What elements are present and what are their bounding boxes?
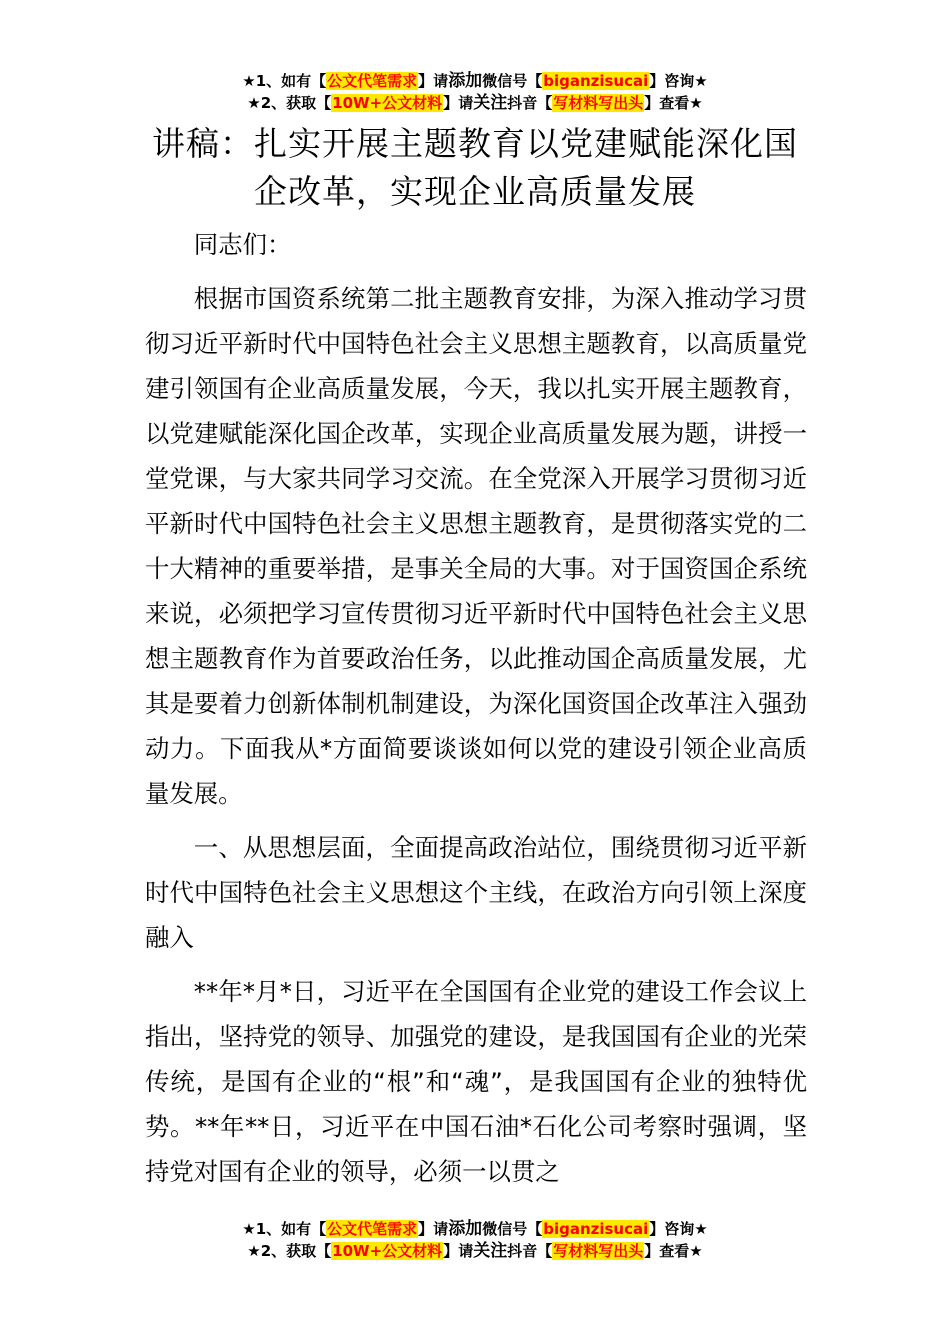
banner-keyword: 关注 bbox=[473, 93, 508, 113]
salutation: 同志们： bbox=[193, 230, 292, 259]
banner-line-1 bbox=[0, 1218, 950, 1240]
banner-highlight: 10W+公文材料 bbox=[332, 1242, 443, 1260]
document-title: 讲稿：扎实开展主题教育以党建赋能深化国企改革，实现企业高质量发展 bbox=[152, 124, 798, 211]
banner-text: ★1、如有【 bbox=[242, 1220, 327, 1238]
document-body bbox=[145, 222, 807, 1203]
banner-text: 】咨询★ bbox=[649, 72, 708, 90]
banner-keyword: 关注 bbox=[473, 1241, 508, 1261]
banner-keyword: 添加 bbox=[448, 71, 483, 91]
banner-text: 】查看★ bbox=[644, 94, 703, 112]
banner-highlight: 10W+公文材料 bbox=[332, 94, 443, 112]
banner-keyword: 添加 bbox=[448, 1219, 483, 1239]
banner-line-1 bbox=[0, 70, 950, 92]
banner-text: 抖音【 bbox=[507, 1242, 553, 1260]
banner-text: 】查看★ bbox=[644, 1242, 703, 1260]
banner-text: ★1、如有【 bbox=[242, 72, 327, 90]
banner-text: ★2、获取【 bbox=[247, 1242, 332, 1260]
banner-highlight-wechat-id: biganzisucai bbox=[543, 72, 649, 90]
paragraph-section-1: **年*月*日，习近平在全国国有企业党的建设工作会议上指出，坚持党的领导、加强党的建设，是我国国有企业的光荣传统，是国有企业的“根”和“魂”，是我国国有企业的独特优势。**年**日，习近平在中国石油*石化公司考察时强调，坚持党对国有企业的领导，必须一以贯之 bbox=[145, 977, 807, 1186]
banner-text: 】请 bbox=[418, 1220, 449, 1238]
banner-highlight: 公文代笔需求 bbox=[327, 1220, 418, 1238]
banner-text: 微信号【 bbox=[482, 72, 543, 90]
header-banner bbox=[0, 70, 950, 114]
section-heading-1: 一、从思想层面，全面提高政治站位，围绕贯彻习近平新时代中国特色社会主义思想这个主线，在政治方向引领上深度融入 bbox=[145, 833, 807, 952]
banner-text: 】请 bbox=[418, 72, 449, 90]
banner-highlight-wechat-id: biganzisucai bbox=[543, 1220, 649, 1238]
banner-text: 】请 bbox=[443, 1242, 474, 1260]
banner-text: 抖音【 bbox=[507, 94, 553, 112]
banner-highlight: 公文代笔需求 bbox=[327, 72, 418, 90]
banner-highlight-douyin-id: 写材料写出头 bbox=[553, 1242, 644, 1260]
banner-line-2 bbox=[0, 92, 950, 114]
banner-highlight-douyin-id: 写材料写出头 bbox=[553, 94, 644, 112]
paragraph-intro: 根据市国资系统第二批主题教育安排，为深入推动学习贯彻习近平新时代中国特色社会主义思想主题教育，以高质量党建引领国有企业高质量发展，今天，我以扎实开展主题教育，以党建赋能深化国企改革，实现企业高质量发展为题，讲授一堂党课，与大家共同学习交流。在全党深入开展学习贯彻习近平新时代中国特色社会主义思想主题教育，是贯彻落实党的二十大精神的重要举措，是事关全局的大事。对于国资国企系统来说，必须把学习宣传贯彻习近平新时代中国特色社会主义思想主题教育作为首要政治任务，以此推动国企高质量发展，尤其是要着力创新体制机制建设，为深化国资国企改革注入强劲动力。下面我从*方面简要谈谈如何以党的建设引领企业高质量发展。 bbox=[145, 284, 807, 808]
banner-line-2 bbox=[0, 1240, 950, 1262]
footer-banner bbox=[0, 1218, 950, 1262]
banner-text: 】咨询★ bbox=[649, 1220, 708, 1238]
banner-text: ★2、获取【 bbox=[247, 94, 332, 112]
banner-text: 】请 bbox=[443, 94, 474, 112]
banner-text: 微信号【 bbox=[482, 1220, 543, 1238]
